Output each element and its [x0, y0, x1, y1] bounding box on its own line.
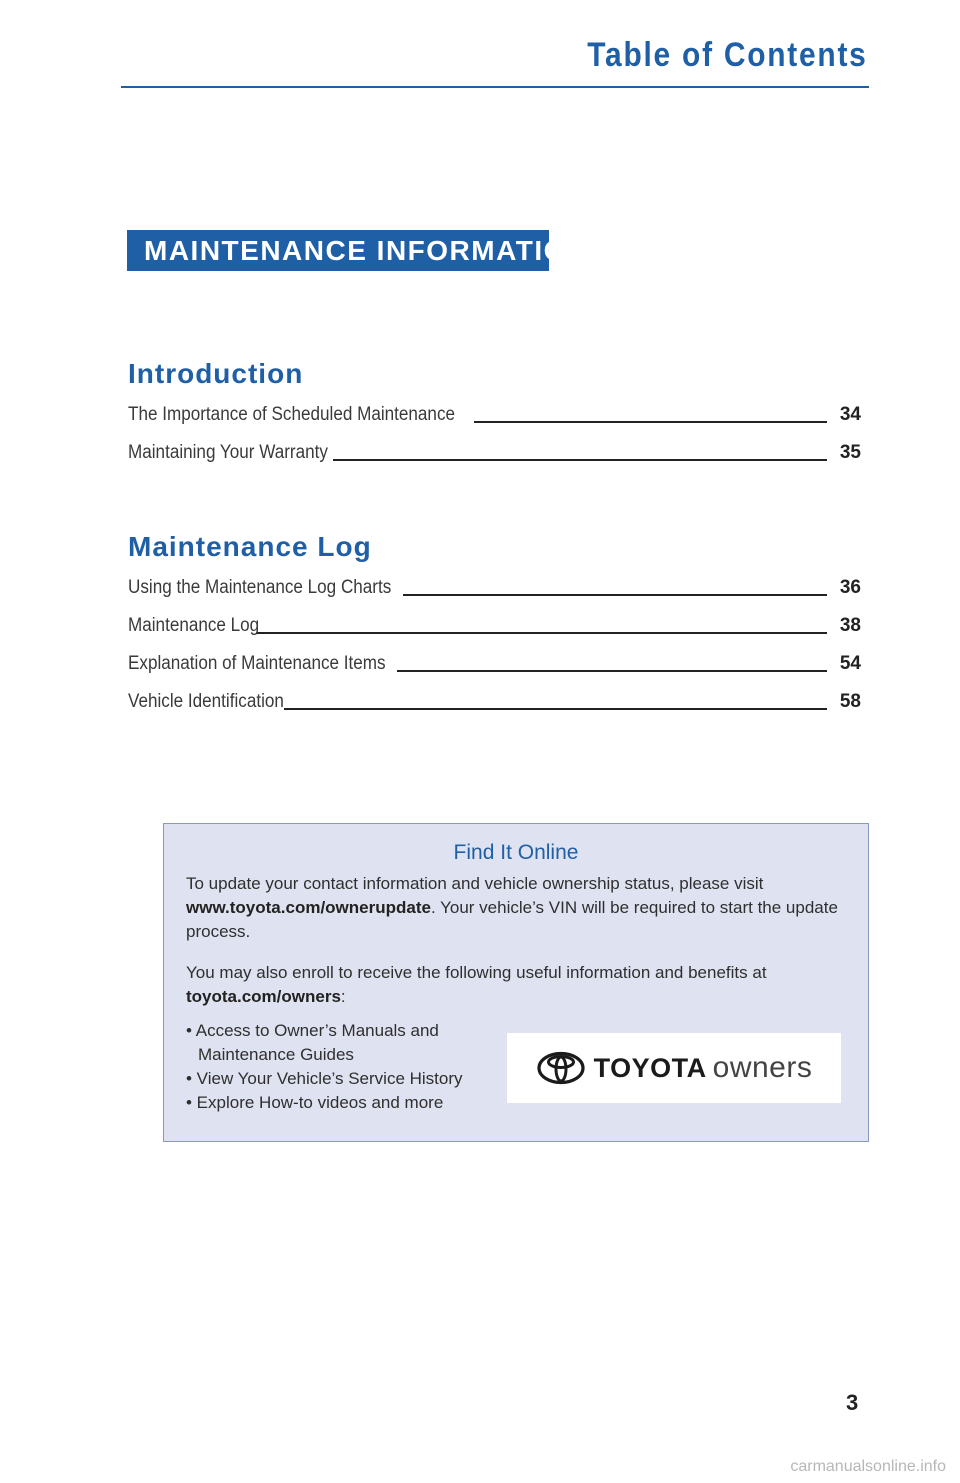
toc-leader-line [256, 632, 827, 634]
toc-entry-label: Vehicle Identification [128, 691, 284, 712]
toc-leader-line [284, 708, 827, 710]
paragraph-text: . Your vehicle’s VIN will be required to start the update process. [186, 898, 838, 941]
page-header-title: Table of Contents [587, 36, 868, 74]
list-item: • View Your Vehicle’s Service History [186, 1069, 463, 1088]
toc-entry[interactable] [128, 687, 861, 713]
toc-leader-line [474, 421, 827, 423]
page-number: 3 [846, 1390, 859, 1415]
benefits-list [186, 1019, 496, 1115]
toc-entry-label: Using the Maintenance Log Charts [128, 577, 392, 598]
toc-entry-page: 38 [839, 615, 861, 636]
list-item: • Access to Owner’s Manuals and Maintenance Guides [186, 1021, 439, 1064]
toc-entry-label: Explanation of Maintenance Items [128, 653, 386, 674]
toc-section-introduction [128, 356, 861, 464]
toyota-emblem-icon [536, 1051, 586, 1085]
section-title-introduction: Introduction [128, 358, 304, 389]
toc-entry-page: 36 [839, 577, 861, 598]
toc-leader-line [333, 459, 827, 461]
paragraph-text: : [340, 987, 346, 1006]
ownerupdate-link[interactable]: www.toyota.com/ownerupdate [186, 898, 431, 917]
list-item: • Explore How-to videos and more [186, 1093, 444, 1112]
toc-leader-line [403, 594, 827, 596]
logo-brand-text: TOYOTA [593, 1053, 707, 1083]
update-contact-paragraph [186, 872, 846, 944]
section-title-maintenance-log: Maintenance Log [128, 531, 372, 562]
toc-entry-label: Maintenance Log [128, 615, 260, 636]
toyota-owners-logo [507, 1033, 841, 1103]
find-it-online-title: Find It Online [453, 841, 579, 864]
toc-entry-label: The Importance of Scheduled Maintenance [128, 404, 456, 425]
benefits-row [186, 1019, 846, 1115]
toc-leader-line [397, 670, 827, 672]
enroll-paragraph [186, 961, 846, 1009]
header-divider [121, 86, 869, 88]
toc-entry-page: 58 [839, 691, 861, 712]
logo-owners-text: owners [712, 1051, 813, 1084]
find-it-online-box [163, 823, 869, 1142]
toc-entry-label: Maintaining Your Warranty [128, 442, 328, 463]
toc-entry[interactable] [128, 649, 861, 675]
toc-entry[interactable] [128, 611, 861, 637]
toc-entry-page: 34 [839, 404, 861, 425]
toc-entry[interactable] [128, 400, 861, 426]
paragraph-text: To update your contact information and vehicle ownership status, please visit [186, 874, 764, 893]
watermark: carmanualsonline.info [790, 1458, 946, 1475]
toc-entry-page: 54 [839, 653, 861, 674]
owners-link[interactable]: toyota.com/owners [186, 987, 341, 1006]
toc-entry-page: 35 [839, 442, 861, 463]
paragraph-text: You may also enroll to receive the following useful information and benefits at [186, 963, 767, 982]
toc-section-maintenance-log [128, 529, 861, 713]
toc-entry[interactable] [128, 573, 861, 599]
section-banner: MAINTENANCE INFORMATION [127, 230, 549, 271]
toc-entry[interactable] [128, 438, 861, 464]
